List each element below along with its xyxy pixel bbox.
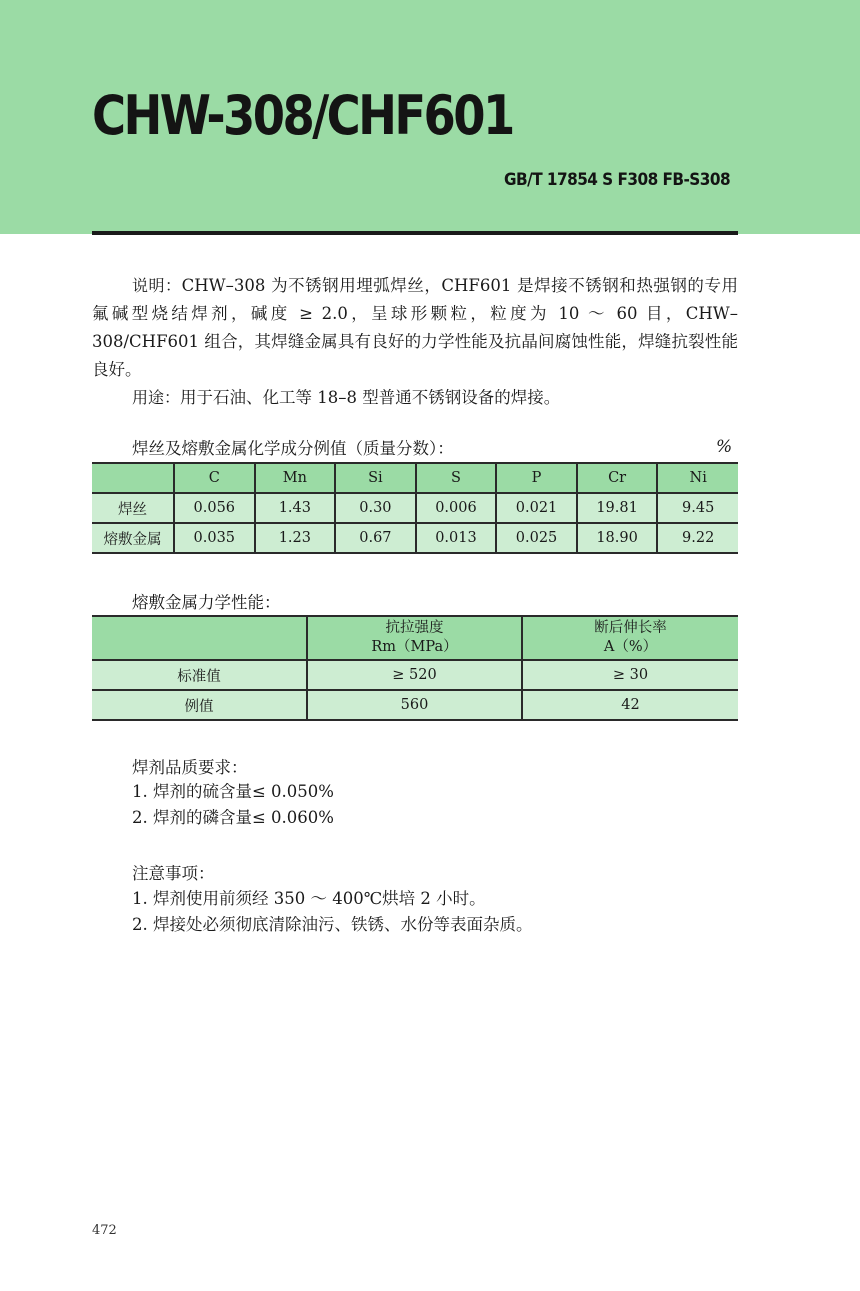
chemistry-header-row <box>92 463 738 493</box>
page-number: 472 <box>92 1223 117 1238</box>
usage-paragraph <box>92 384 738 412</box>
notes-list <box>132 886 533 938</box>
table-cell: 0.025 <box>496 523 577 553</box>
column-unit: Rm（MPa） <box>371 639 458 655</box>
column-header: Mn <box>255 463 336 493</box>
table-cell: 9.22 <box>657 523 738 553</box>
table-cell: ≥ 520 <box>307 660 522 690</box>
mechanical-header-row <box>92 616 738 660</box>
chemistry-unit: % <box>716 437 733 457</box>
table-cell: 0.006 <box>416 493 497 523</box>
column-header: C <box>174 463 255 493</box>
usage-text: 用于石油、化工等 18–8 型普通不锈钢设备的焊接。 <box>180 388 561 407</box>
description-paragraph <box>92 272 738 384</box>
mechanical-table <box>92 615 738 721</box>
table-cell: 1.43 <box>255 493 336 523</box>
table-cell: 0.035 <box>174 523 255 553</box>
description-label: 说明： <box>132 276 182 295</box>
notes-heading: 注意事项： <box>132 864 215 883</box>
flux-quality-list <box>132 779 334 831</box>
table-cell: ≥ 30 <box>522 660 738 690</box>
description-text: CHW–308 为不锈钢用埋弧焊丝，CHF601 是焊接不锈钢和热强钢的专用氟碱型烧结焊剂，碱度 ≥ 2.0，呈球形颗粒，粒度为 10 ～ 60 目，CHW–308/CHF601 组合，其焊缝金属具有良好的力学性能及抗晶间腐蚀性能，焊缝抗裂性能良好。 <box>92 276 738 379</box>
table-cell: 0.021 <box>496 493 577 523</box>
table-cell: 0.30 <box>335 493 416 523</box>
column-header: Ni <box>657 463 738 493</box>
product-title: CHW-308/CHF601 <box>92 84 513 147</box>
table-row <box>92 523 738 553</box>
list-item: 1. 焊剂使用前须经 350 ～ 400℃烘培 2 小时。 <box>132 889 486 908</box>
chemistry-table <box>92 462 738 554</box>
column-title: 断后伸长率 <box>594 620 667 636</box>
table-cell: 9.45 <box>657 493 738 523</box>
table-cell: 0.056 <box>174 493 255 523</box>
flux-quality-heading: 焊剂品质要求： <box>132 758 248 777</box>
list-item: 2. 焊接处必须彻底清除油污、铁锈、水份等表面杂质。 <box>132 915 533 934</box>
table-cell: 0.013 <box>416 523 497 553</box>
row-label: 焊丝 <box>92 493 174 523</box>
table-cell: 560 <box>307 690 522 720</box>
table-cell: 0.67 <box>335 523 416 553</box>
column-header <box>92 463 174 493</box>
mechanical-heading: 熔敷金属力学性能： <box>132 593 281 612</box>
column-header <box>522 616 738 660</box>
table-cell: 1.23 <box>255 523 336 553</box>
table-row <box>92 660 738 690</box>
usage-label: 用途： <box>132 388 181 407</box>
table-cell: 42 <box>522 690 738 720</box>
column-header <box>307 616 522 660</box>
column-header: Si <box>335 463 416 493</box>
row-label: 标准值 <box>92 660 307 690</box>
list-item: 1. 焊剂的硫含量≤ 0.050% <box>132 782 334 801</box>
table-row <box>92 690 738 720</box>
standard-code: GB/T 17854 S F308 FB-S308 <box>504 170 731 190</box>
table-cell: 19.81 <box>577 493 658 523</box>
chemistry-heading: 焊丝及熔敷金属化学成分例值（质量分数）： <box>132 439 454 458</box>
table-cell: 18.90 <box>577 523 658 553</box>
column-unit: A（%） <box>603 639 658 655</box>
list-item: 2. 焊剂的磷含量≤ 0.060% <box>132 808 334 827</box>
column-header: Cr <box>577 463 658 493</box>
intro-section <box>92 272 738 412</box>
column-title: 抗拉强度 <box>385 620 444 636</box>
column-header: P <box>496 463 577 493</box>
table-row <box>92 493 738 523</box>
header-divider <box>92 231 738 235</box>
column-header <box>92 616 307 660</box>
row-label: 熔敷金属 <box>92 523 174 553</box>
column-header: S <box>416 463 497 493</box>
row-label: 例值 <box>92 690 307 720</box>
